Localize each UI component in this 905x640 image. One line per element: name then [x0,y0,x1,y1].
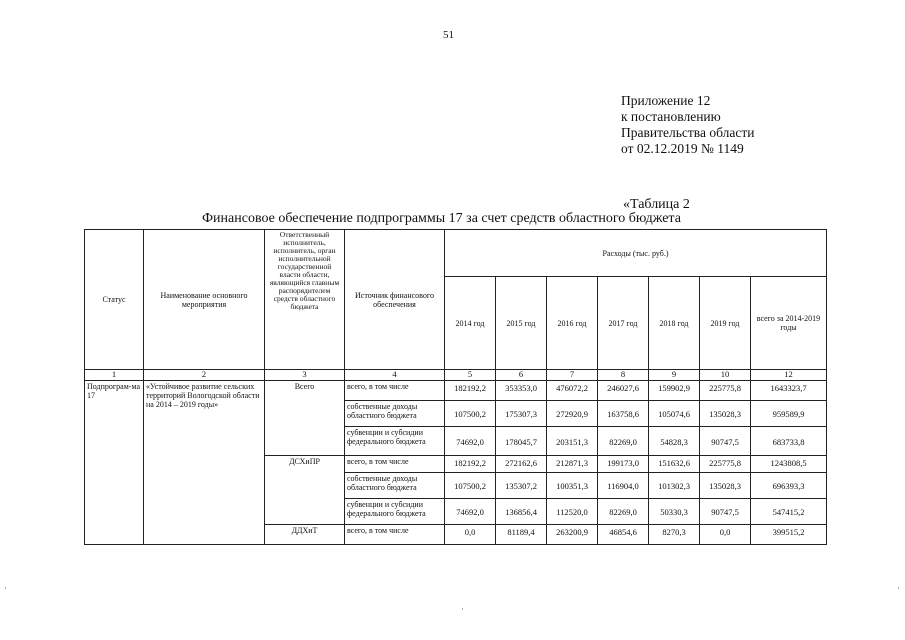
column-number: 2 [144,370,265,381]
financing-table [84,229,827,545]
total-cell: 683733,8 [751,427,827,456]
column-number: 9 [649,370,700,381]
value-cell: 225775,8 [700,456,751,473]
header-year: 2016 год [547,277,598,370]
value-cell: 82269,0 [598,499,649,525]
appendix-line: к постановлению [621,109,721,124]
value-cell: 54828,3 [649,427,700,456]
value-cell: 272920,9 [547,401,598,427]
value-cell: 90747,5 [700,499,751,525]
value-cell: 263200,9 [547,525,598,545]
scan-mark: · [4,583,7,593]
column-number: 7 [547,370,598,381]
header-year: 2018 год [649,277,700,370]
total-cell: 696393,3 [751,473,827,499]
total-cell: 959589,9 [751,401,827,427]
value-cell: 135028,3 [700,473,751,499]
value-cell: 225775,8 [700,381,751,401]
table-mark: «Таблица 2 [623,197,690,212]
value-cell: 151632,6 [649,456,700,473]
value-cell: 50330,3 [649,499,700,525]
table-title: Финансовое обеспечение подпрограммы 17 за счет средств областного бюджета [202,211,681,226]
value-cell: 203151,3 [547,427,598,456]
header-expenses: Расходы (тыс. руб.) [445,230,827,277]
header-year: 2019 год [700,277,751,370]
appendix-line: Правительства области [621,125,755,140]
column-number: 12 [751,370,827,381]
source-cell: собственные доходы областного бюджета [345,473,445,499]
header-year: 2014 год [445,277,496,370]
value-cell: 175307,3 [496,401,547,427]
value-cell: 272162,6 [496,456,547,473]
header-year: 2017 год [598,277,649,370]
total-cell: 1643323,7 [751,381,827,401]
total-cell: 399515,2 [751,525,827,545]
value-cell: 182192,2 [445,381,496,401]
value-cell: 74692,0 [445,499,496,525]
value-cell: 46854,6 [598,525,649,545]
value-cell: 163758,6 [598,401,649,427]
executor-cell: ДДХиТ [265,525,345,545]
appendix-line: Приложение 12 [621,93,711,108]
value-cell: 116904,0 [598,473,649,499]
value-cell: 353353,0 [496,381,547,401]
column-number: 10 [700,370,751,381]
total-cell: 547415,2 [751,499,827,525]
value-cell: 74692,0 [445,427,496,456]
value-cell: 182192,2 [445,456,496,473]
value-cell: 212871,3 [547,456,598,473]
value-cell: 178045,7 [496,427,547,456]
value-cell: 105074,6 [649,401,700,427]
header-measure: Наименование основного мероприятия [144,230,265,370]
page-number: 51 [443,29,454,41]
value-cell: 246027,6 [598,381,649,401]
header-executor: Ответственный исполнитель, исполнитель, орган исполнительной государственной власти области, являющийся главным распорядителем средств областного бюджета [265,230,345,370]
header-total: всего за 2014-2019 годы [751,277,827,370]
value-cell: 8270,3 [649,525,700,545]
scan-mark: · [897,583,900,593]
total-cell: 1243808,5 [751,456,827,473]
value-cell: 136856,4 [496,499,547,525]
status-cell: Подпрограм-ма 17 [85,381,144,545]
measure-cell: «Устойчивое развитие сельских территорий Вологодской области на 2014 – 2019 годы» [144,381,265,545]
value-cell: 0,0 [700,525,751,545]
column-number: 4 [345,370,445,381]
scan-mark: · [461,604,464,614]
header-year: 2015 год [496,277,547,370]
value-cell: 0,0 [445,525,496,545]
column-number: 8 [598,370,649,381]
value-cell: 476072,2 [547,381,598,401]
header-status: Статус [85,230,144,370]
value-cell: 82269,0 [598,427,649,456]
value-cell: 135028,3 [700,401,751,427]
source-cell: собственные доходы областного бюджета [345,401,445,427]
value-cell: 107500,2 [445,473,496,499]
value-cell: 90747,5 [700,427,751,456]
value-cell: 112520,0 [547,499,598,525]
value-cell: 107500,2 [445,401,496,427]
column-number: 6 [496,370,547,381]
source-cell: всего, в том числе [345,456,445,473]
source-cell: субвенции и субсидии федерального бюджета [345,427,445,456]
source-cell: всего, в том числе [345,381,445,401]
appendix-block [621,93,754,157]
value-cell: 100351,3 [547,473,598,499]
value-cell: 199173,0 [598,456,649,473]
value-cell: 135307,2 [496,473,547,499]
value-cell: 81189,4 [496,525,547,545]
value-cell: 159902,9 [649,381,700,401]
column-number: 5 [445,370,496,381]
column-number: 3 [265,370,345,381]
value-cell: 101302,3 [649,473,700,499]
source-cell: субвенции и субсидии федерального бюджета [345,499,445,525]
source-cell: всего, в том числе [345,525,445,545]
executor-cell: Всего [265,381,345,456]
appendix-line: от 02.12.2019 № 1149 [621,141,744,156]
header-source: Источник финансового обеспечения [345,230,445,370]
column-number: 1 [85,370,144,381]
executor-cell: ДСХиПР [265,456,345,525]
